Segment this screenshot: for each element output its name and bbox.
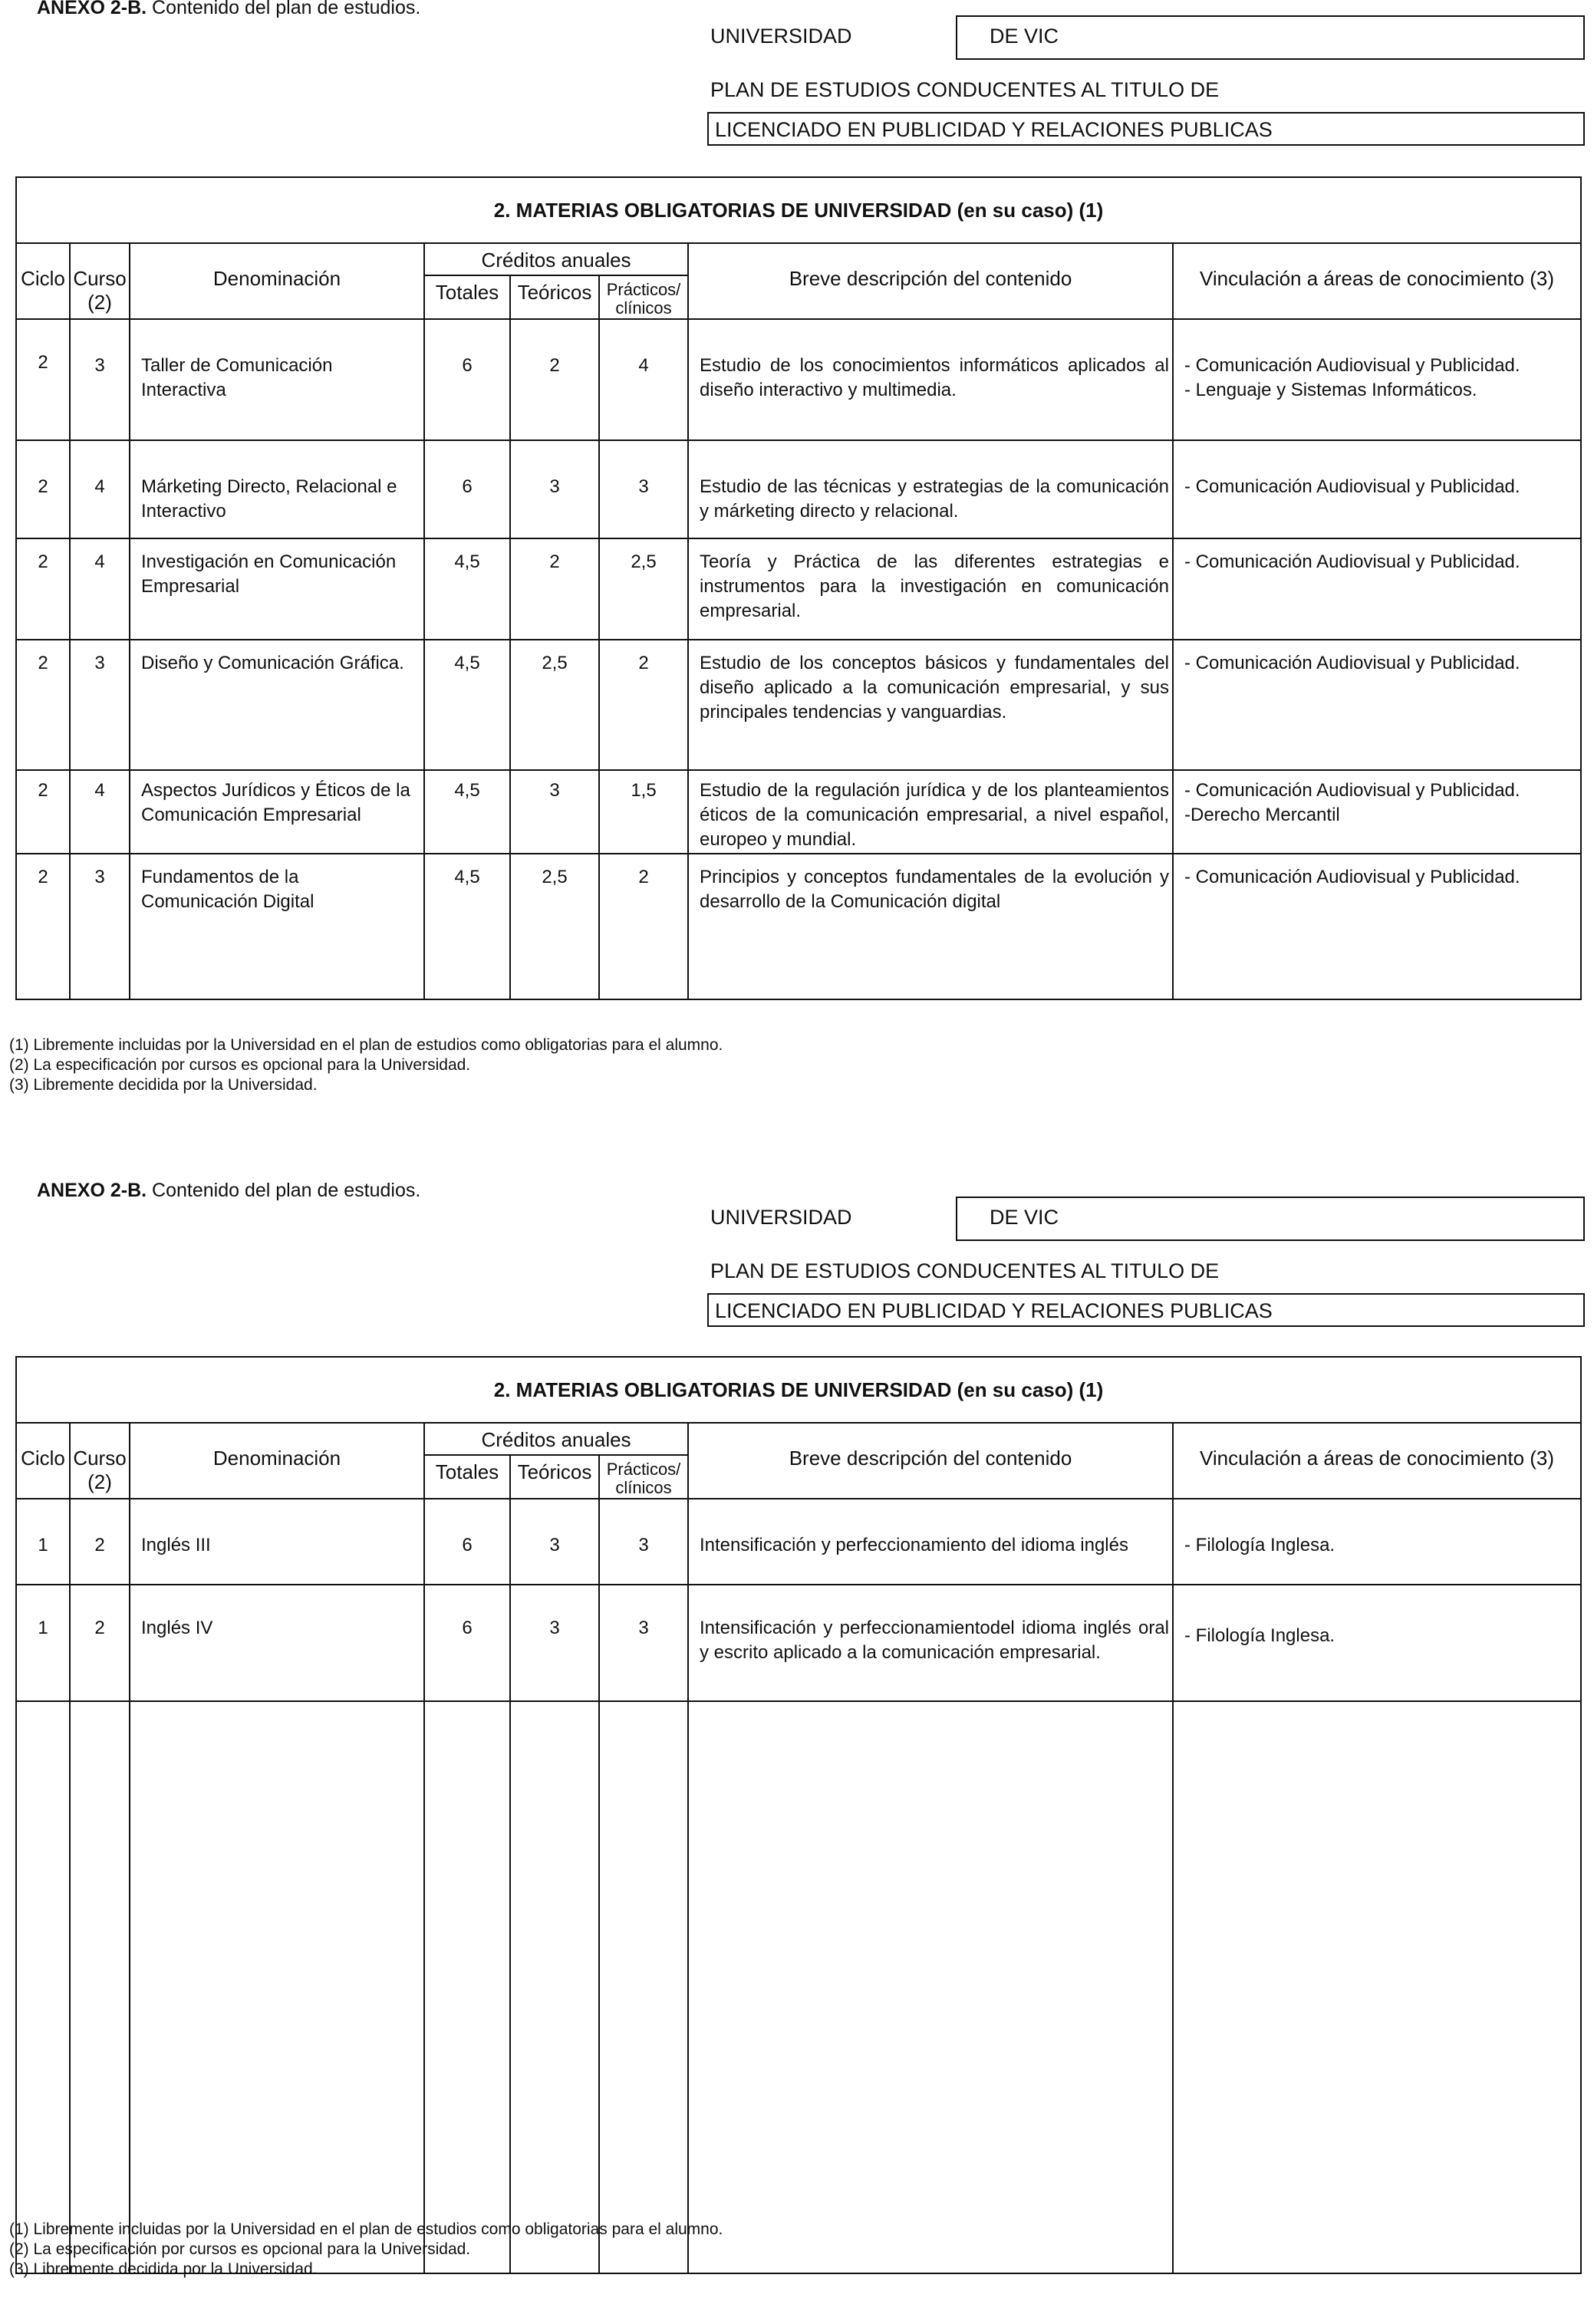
universidad-value-box xyxy=(956,1197,1585,1241)
cell-ciclo: 2 xyxy=(16,640,70,770)
anexo-bold: ANEXO 2-B. xyxy=(37,1180,147,1201)
header-denominacion: Denominación xyxy=(130,243,424,319)
anexo-rest: Contenido del plan de estudios. xyxy=(147,0,421,18)
cell-denominacion: Márketing Directo, Relacional e Interactivo xyxy=(130,440,424,538)
cell-denominacion: Investigación en Comunicación Empresarial xyxy=(130,538,424,640)
cell-totales: 4,5 xyxy=(424,770,510,854)
table-row xyxy=(16,854,1581,999)
universidad-label: UNIVERSIDAD xyxy=(710,25,852,48)
anexo-heading xyxy=(37,0,420,19)
header-practicos: Prácticos/ clínicos xyxy=(599,275,688,319)
cell-ciclo: 2 xyxy=(16,854,70,999)
cell-denominacion: Diseño y Comunicación Gráfica. xyxy=(130,640,424,770)
cell-vinculacion: - Comunicación Audiovisual y Publicidad. xyxy=(1173,640,1581,770)
footnote-2: (2) La especificación por cursos es opcional para la Universidad. xyxy=(9,2240,471,2258)
plan-value-box xyxy=(707,1293,1585,1327)
cell-practicos: 4 xyxy=(599,319,688,440)
footnotes xyxy=(9,1035,723,1095)
cell-practicos: 1,5 xyxy=(599,770,688,854)
cell-teoricos: 2 xyxy=(510,538,599,640)
cell-denominacion: Taller de Comunicación Interactiva xyxy=(130,319,424,440)
cell-curso: 4 xyxy=(70,770,130,854)
table-row-empty xyxy=(16,1701,1581,2273)
cell-teoricos: 2 xyxy=(510,319,599,440)
cell-totales: 6 xyxy=(424,1585,510,1701)
header-vinculacion: Vinculación a áreas de conocimiento (3) xyxy=(1173,1423,1581,1499)
universidad-label: UNIVERSIDAD xyxy=(710,1206,852,1229)
page-section-2 xyxy=(0,1180,1594,2324)
plan-label: PLAN DE ESTUDIOS CONDUCENTES AL TITULO DE xyxy=(710,78,1220,101)
cell-descripcion: Intensificación y perfeccionamientodel idioma inglés oral y escrito aplicado a la comunicación empresarial. xyxy=(688,1585,1173,1701)
cell-vinculacion: - Filología Inglesa. xyxy=(1173,1585,1581,1701)
cell-totales: 6 xyxy=(424,1499,510,1585)
cell-teoricos: 3 xyxy=(510,440,599,538)
footnotes xyxy=(9,2220,723,2280)
universidad-value: DE VIC xyxy=(990,1206,1059,1229)
cell-totales: 6 xyxy=(424,440,510,538)
cell-denominacion: Fundamentos de la Comunicación Digital xyxy=(130,854,424,999)
cell-descripcion: Teoría y Práctica de las diferentes estrategias e instrumentos para la investigación en comunicación empresarial. xyxy=(688,538,1173,640)
table-row xyxy=(16,770,1581,854)
table-title: 2. MATERIAS OBLIGATORIAS DE UNIVERSIDAD (en su caso) (1) xyxy=(16,1357,1581,1423)
header-creditos: Créditos anuales xyxy=(424,243,688,275)
cell-curso: 3 xyxy=(70,319,130,440)
cell-descripcion: Estudio de los conocimientos informáticos aplicados al diseño interactivo y multimedia. xyxy=(688,319,1173,440)
cell-denominacion: Inglés IV xyxy=(130,1585,424,1701)
footnote-1: (1) Libremente incluidas por la Universidad en el plan de estudios como obligatorias para el alumno. xyxy=(9,2220,723,2238)
cell-ciclo: 1 xyxy=(16,1499,70,1585)
cell-totales: 6 xyxy=(424,319,510,440)
cell-descripcion: Estudio de las técnicas y estrategias de la comunicación y márketing directo y relacional. xyxy=(688,440,1173,538)
header-curso: Curso (2) xyxy=(70,1423,130,1499)
empty-cell xyxy=(1173,1701,1581,2273)
cell-teoricos: 2,5 xyxy=(510,854,599,999)
empty-cell xyxy=(130,1701,424,2273)
anexo-rest: Contenido del plan de estudios. xyxy=(147,1180,421,1201)
cell-ciclo: 2 xyxy=(16,440,70,538)
table-row xyxy=(16,1585,1581,1701)
cell-descripcion: Intensificación y perfeccionamiento del idioma inglés xyxy=(688,1499,1173,1585)
table-row xyxy=(16,440,1581,538)
materias-table xyxy=(15,1356,1582,2274)
page-section-1 xyxy=(0,0,1594,1144)
materias-table xyxy=(15,176,1582,1000)
cell-curso: 3 xyxy=(70,640,130,770)
empty-cell xyxy=(599,1701,688,2273)
header-ciclo: Ciclo xyxy=(16,243,70,319)
cell-vinculacion: - Filología Inglesa. xyxy=(1173,1499,1581,1585)
cell-curso: 2 xyxy=(70,1499,130,1585)
empty-cell xyxy=(688,1701,1173,2273)
cell-practicos: 3 xyxy=(599,440,688,538)
cell-totales: 4,5 xyxy=(424,854,510,999)
header-ciclo: Ciclo xyxy=(16,1423,70,1499)
cell-practicos: 2,5 xyxy=(599,538,688,640)
table-row xyxy=(16,640,1581,770)
header-descripcion: Breve descripción del contenido xyxy=(688,1423,1173,1499)
cell-ciclo: 2 xyxy=(16,538,70,640)
header-denominacion: Denominación xyxy=(130,1423,424,1499)
empty-cell xyxy=(510,1701,599,2273)
cell-vinculacion: - Comunicación Audiovisual y Publicidad. xyxy=(1173,854,1581,999)
table-row xyxy=(16,319,1581,440)
table-title: 2. MATERIAS OBLIGATORIAS DE UNIVERSIDAD (en su caso) (1) xyxy=(16,177,1581,243)
cell-practicos: 2 xyxy=(599,640,688,770)
header-totales: Totales xyxy=(424,1455,510,1499)
footnote-3: (3) Libremente decidida por la Universidad. xyxy=(9,2260,318,2278)
cell-descripcion: Principios y conceptos fundamentales de la evolución y desarrollo de la Comunicación digital xyxy=(688,854,1173,999)
header-vinculacion: Vinculación a áreas de conocimiento (3) xyxy=(1173,243,1581,319)
empty-cell xyxy=(16,1701,70,2273)
empty-cell xyxy=(70,1701,130,2273)
cell-teoricos: 2,5 xyxy=(510,640,599,770)
cell-curso: 3 xyxy=(70,854,130,999)
cell-practicos: 3 xyxy=(599,1499,688,1585)
header-creditos: Créditos anuales xyxy=(424,1423,688,1455)
plan-label: PLAN DE ESTUDIOS CONDUCENTES AL TITULO DE xyxy=(710,1259,1220,1282)
footnote-3: (3) Libremente decidida por la Universidad. xyxy=(9,1076,318,1094)
header-descripcion: Breve descripción del contenido xyxy=(688,243,1173,319)
empty-cell xyxy=(424,1701,510,2273)
table-row xyxy=(16,1499,1581,1585)
cell-totales: 4,5 xyxy=(424,538,510,640)
cell-ciclo: 1 xyxy=(16,1585,70,1701)
footnote-1: (1) Libremente incluidas por la Universidad en el plan de estudios como obligatorias para el alumno. xyxy=(9,1036,723,1054)
cell-vinculacion: - Comunicación Audiovisual y Publicidad. xyxy=(1173,440,1581,538)
cell-denominacion: Inglés III xyxy=(130,1499,424,1585)
cell-vinculacion: - Comunicación Audiovisual y Publicidad. -Derecho Mercantil xyxy=(1173,770,1581,854)
cell-descripcion: Estudio de la regulación jurídica y de los planteamientos éticos de la comunicación empresarial, a nivel español, europeo y mundial. xyxy=(688,770,1173,854)
cell-denominacion: Aspectos Jurídicos y Éticos de la Comunicación Empresarial xyxy=(130,770,424,854)
header-teoricos: Teóricos xyxy=(510,275,599,319)
cell-curso: 2 xyxy=(70,1585,130,1701)
table-row xyxy=(16,538,1581,640)
cell-totales: 4,5 xyxy=(424,640,510,770)
cell-curso: 4 xyxy=(70,440,130,538)
cell-ciclo: 2 xyxy=(16,319,70,440)
footnote-2: (2) La especificación por cursos es opcional para la Universidad. xyxy=(9,1056,471,1074)
anexo-heading xyxy=(37,1180,420,1202)
plan-value: LICENCIADO EN PUBLICIDAD Y RELACIONES PUBLICAS xyxy=(715,1299,1273,1322)
cell-practicos: 3 xyxy=(599,1585,688,1701)
universidad-value-box xyxy=(956,15,1585,60)
header-totales: Totales xyxy=(424,275,510,319)
cell-descripcion: Estudio de los conceptos básicos y fundamentales del diseño aplicado a la comunicación empresarial, y sus principales tendencias y vanguardias. xyxy=(688,640,1173,770)
cell-vinculacion: - Comunicación Audiovisual y Publicidad. xyxy=(1173,538,1581,640)
anexo-bold: ANEXO 2-B. xyxy=(37,0,147,18)
header-teoricos: Teóricos xyxy=(510,1455,599,1499)
cell-ciclo: 2 xyxy=(16,770,70,854)
cell-curso: 4 xyxy=(70,538,130,640)
universidad-value: DE VIC xyxy=(990,25,1059,48)
header-practicos: Prácticos/ clínicos xyxy=(599,1455,688,1499)
cell-vinculacion: - Comunicación Audiovisual y Publicidad. - Lenguaje y Sistemas Informáticos. xyxy=(1173,319,1581,440)
plan-value-box xyxy=(707,112,1585,146)
plan-value: LICENCIADO EN PUBLICIDAD Y RELACIONES PUBLICAS xyxy=(715,118,1273,141)
cell-teoricos: 3 xyxy=(510,770,599,854)
cell-teoricos: 3 xyxy=(510,1499,599,1585)
cell-teoricos: 3 xyxy=(510,1585,599,1701)
header-curso: Curso (2) xyxy=(70,243,130,319)
cell-practicos: 2 xyxy=(599,854,688,999)
